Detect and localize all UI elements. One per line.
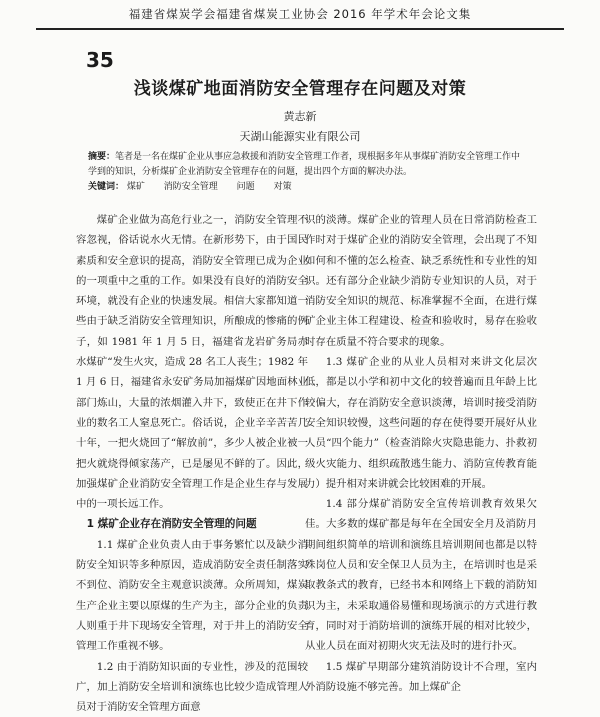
paragraph-1-2-cont: 识的淡薄。煤矿企业的管理人员在日常消防检查工作时对于煤矿企业的消防安全管理，会出现了不知如何和不懂的怎么检查、缺乏系统性和专业性的知识。还有部分企业缺少消防专业知识的人员，对于消防安全知识的规范、标准掌握不全面，在进行煤矿企业主体工程建设、检查和验收时，易存在验收时存在质量不符合要求的现象。 [305, 214, 537, 348]
keyword: 消防安全管理 [163, 182, 218, 192]
paragraph-1-5: 1.5 煤矿早期部分建筑消防设计不合理，室内外消防设施不够完善。加上煤矿企 [305, 660, 537, 693]
running-header: 福建省煤炭学会福建省煤炭工业协会 2016 年学术年会论文集 [128, 7, 472, 21]
paragraph-1-1: 1.1 煤矿企业负责人由于事务繁忙以及缺少消防安全知识等多种原因，造成消防安全责任制落实不到位、消防安全主观意识淡薄。众所周知，煤炭生产企业主要以原煤的生产为主，部分企业的负责人则重于井下现场安全管理，对于井上的消防安全管理工作重视不够。 [76, 538, 308, 653]
article-number: 35 [86, 48, 114, 72]
author-name: 黄志新 [283, 110, 317, 123]
paragraph-1-4: 1.4 部分煤矿消防安全宣传培训教育效果欠佳。大多数的煤矿都是每年在全国安全月及消防月期间组织简单的培训和演练且培训期间也都是以特殊岗位人员和安全保卫人员为主，在培训时也是采取教条式的教育，已经书本和网络上下载的消防知识为主，未采取通俗易懂和现场演示的方式进行教育，同时对于消防培训的演练开展的相对比较少，从业人员在面对初期火灾无法及时的进行扑灭。 [305, 498, 537, 653]
keywords-label: 关键词： [88, 182, 125, 192]
keyword: 问题 [236, 182, 255, 192]
author-affiliation: 天湖山能源实业有限公司 [239, 130, 361, 143]
keyword: 煤矿 [126, 182, 145, 192]
body-column-right [305, 210, 537, 697]
abstract-text: 笔者是一名在煤矿企业从事应急救援和消防安全管理工作者，现根据多年从事煤矿消防安全管理工作中学到的知识，分析煤矿企业消防安全管理存在的问题，提出四个方面的解决办法。 [88, 152, 521, 177]
header-rule [36, 28, 564, 30]
section-heading: 1 煤矿企业存在消防安全管理的问题 [86, 518, 257, 531]
body-column-left [76, 210, 308, 717]
abstract [88, 150, 528, 179]
article-title: 浅谈煤矿地面消防安全管理存在问题及对策 [133, 79, 467, 99]
paragraph-1-3: 1.3 煤矿企业的从业人员相对来讲文化层次低，都是以小学和初中文化的较普遍而且年龄上比较偏大，存在消防安全意识淡薄，培训时接受消防安全知识较慢，这些问题的存在使得要开展好从业人员“四个能力”（检查消除火灾隐患能力、扑救初级火灾能力、组织疏散逃生能力、消防宣传教育能力）提升相对来讲就会比较困难的开展。 [305, 356, 537, 490]
paragraph-1-2: 1.2 由于消防知识面的专业性，涉及的范围较广，加上消防安全培训和演练也比较少造成管理人员对于消防安全管理方面意 [76, 660, 308, 714]
abstract-label: 摘要： [88, 152, 116, 162]
keyword: 对策 [273, 182, 292, 192]
keywords [88, 180, 528, 194]
paragraph-intro: 煤矿企业做为高危行业之一，消防安全管理不容忽视，俗话说水火无情。在新形势下，由于国民素质和安全意识的提高，消防安全管理已成为企业的一项重中之重的工作。如果没有良好的消防安全环境，就没有企业的快速发展。相信大家都知道一些由于缺乏消防安全管理知识，所酿成的惨痛的例子，如 1981 年 1 月 5 日，福建省龙岩矿务局赤水煤矿“发生火灾，造成 28 名工人丧生；1982 年 1 月 6 日，福建省永安矿务局加福煤矿因地面林业部门炼山，大量的浓烟灌入井下，致使正在井下作业的数名工人窒息死亡。俗话说，企业辛辛苦苦几十年，一把火烧回了“解放前”，多少人被企业被一把火就烧得倾家荡产，已是屡见不鲜的了。因此，加强煤矿企业消防安全管理工作是企业生存与发展中的一项长远工作。 [76, 214, 308, 511]
